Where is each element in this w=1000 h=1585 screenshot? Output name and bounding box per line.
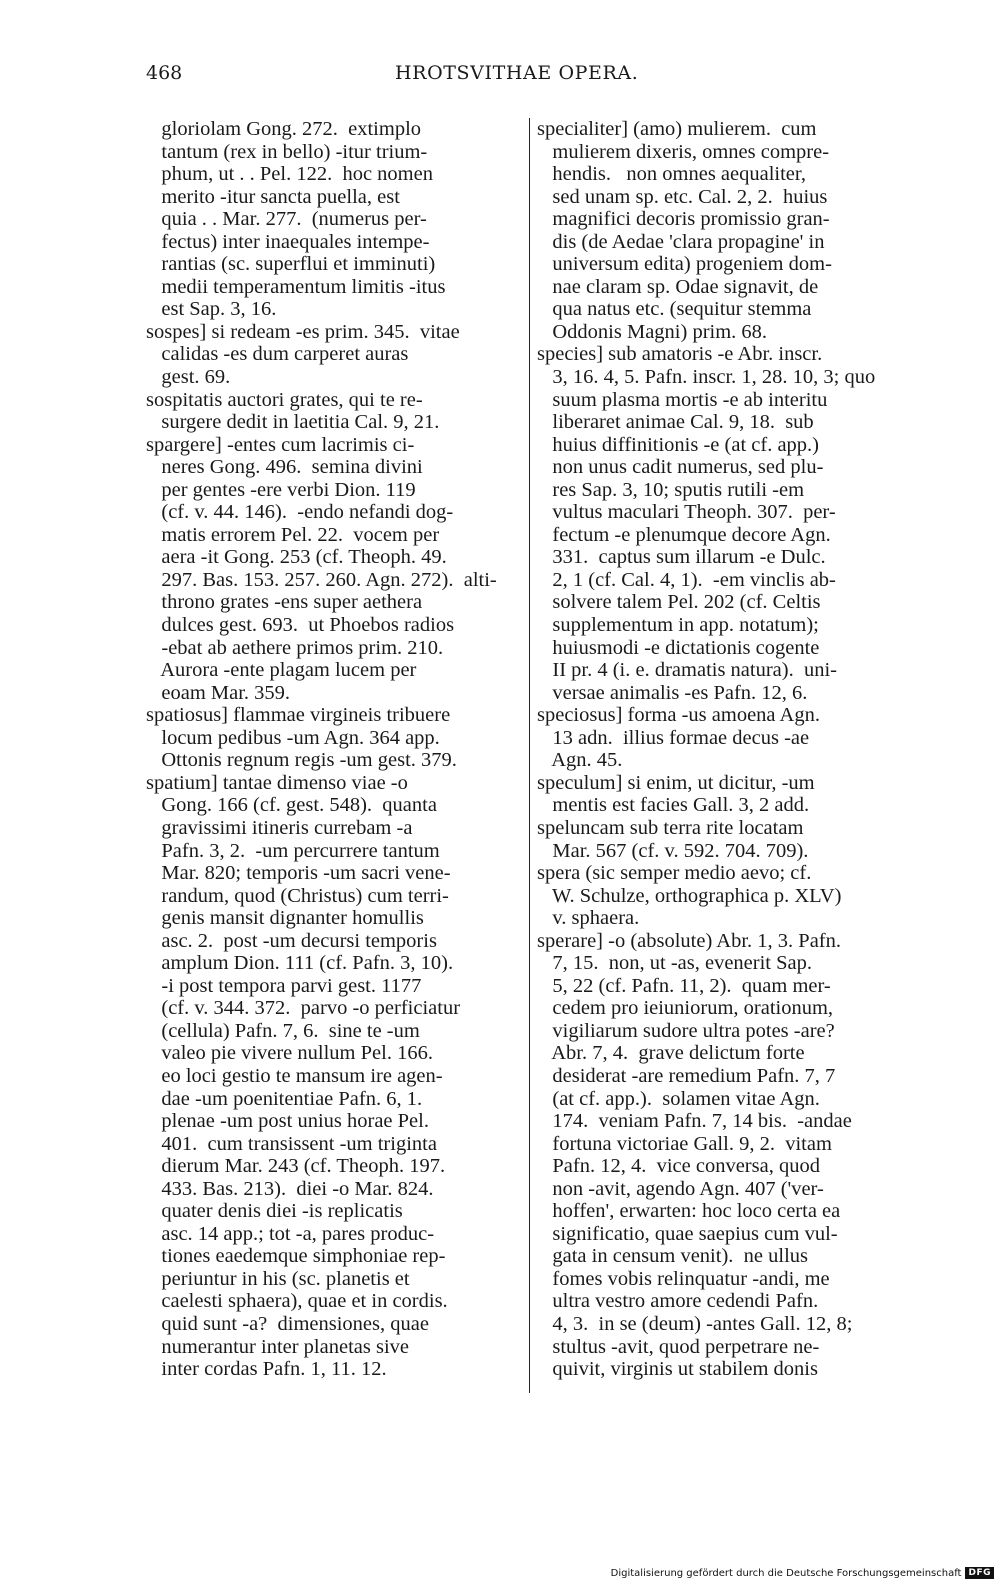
text-line: speculum] si enim, ut dicitur, -um bbox=[537, 771, 815, 794]
right-column bbox=[537, 118, 919, 1381]
text-line: -i post tempora parvi gest. 1177 bbox=[146, 974, 422, 997]
text-line: Pafn. 12, 4. vice conversa, quod bbox=[537, 1155, 820, 1178]
text-line: tantum (rex in bello) -itur trium- bbox=[146, 140, 428, 163]
text-line: surgere dedit in laetitia Cal. 9, 21. bbox=[146, 411, 440, 434]
text-line: versae animalis -es Pafn. 12, 6. bbox=[537, 681, 808, 704]
text-line: per gentes -ere verbi Dion. 119 bbox=[146, 478, 416, 501]
text-line: sospes] si redeam -es prim. 345. vitae bbox=[146, 320, 460, 343]
text-line: plenae -um post unius horae Pel. bbox=[146, 1110, 429, 1133]
text-line: (cf. v. 344. 372. parvo -o perficiatur bbox=[146, 997, 461, 1020]
text-line: quid sunt -a? dimensiones, quae bbox=[146, 1312, 429, 1335]
text-line: dis (de Aedae 'clara propagine' in bbox=[537, 230, 825, 253]
text-line: specialiter] (amo) mulierem. cum bbox=[537, 118, 817, 140]
text-line: fomes vobis relinquatur -andi, me bbox=[537, 1267, 830, 1290]
text-line: supplementum in app. notatum); bbox=[537, 614, 819, 637]
text-line: speciosus] forma -us amoena Agn. bbox=[537, 704, 820, 727]
text-line: cedem pro ieiuniorum, orationum, bbox=[537, 997, 834, 1020]
text-line: Agn. 45. bbox=[537, 749, 623, 772]
text-line: (cellula) Pafn. 7, 6. sine te -um bbox=[146, 1019, 420, 1042]
text-line: solvere talem Pel. 202 (cf. Celtis bbox=[537, 591, 821, 614]
text-line: neres Gong. 496. semina divini bbox=[146, 456, 423, 479]
text-line: locum pedibus -um Agn. 364 app. bbox=[146, 726, 440, 749]
text-line: non unus cadit numerus, sed plu- bbox=[537, 456, 824, 479]
text-line: tiones eaedemque simphoniae rep- bbox=[146, 1245, 446, 1268]
text-line: (cf. v. 44. 146). -endo nefandi dog- bbox=[146, 501, 454, 524]
text-line: throno grates -ens super aethera bbox=[146, 591, 423, 614]
text-line: valeo pie vivere nullum Pel. 166. bbox=[146, 1042, 433, 1065]
text-line: Mar. 567 (cf. v. 592. 704. 709). bbox=[537, 839, 809, 862]
text-line: mulierem dixeris, omnes compre- bbox=[537, 140, 830, 163]
text-line: huius diffinitionis -e (at cf. app.) bbox=[537, 433, 820, 456]
text-line: 2, 1 (cf. Cal. 4, 1). -em vinclis ab- bbox=[537, 568, 836, 591]
text-line: Mar. 820; temporis -um sacri vene- bbox=[146, 862, 451, 885]
text-line: est Sap. 3, 16. bbox=[146, 298, 277, 321]
text-line: amplum Dion. 111 (cf. Pafn. 3, 10). bbox=[146, 952, 454, 975]
text-line: quater denis diei -is replicatis bbox=[146, 1200, 403, 1223]
text-line: II pr. 4 (i. e. dramatis natura). uni- bbox=[537, 659, 838, 682]
text-line: sospitatis auctori grates, qui te re- bbox=[146, 388, 423, 411]
text-line: ultra vestro amore cedendi Pafn. bbox=[537, 1290, 819, 1313]
text-line: medii temperamentum limitis -itus bbox=[146, 275, 446, 298]
text-line: asc. 2. post -um decursi temporis bbox=[146, 929, 437, 952]
text-line: W. Schulze, orthographica p. XLV) bbox=[537, 884, 842, 907]
text-line: Gong. 166 (cf. gest. 548). quanta bbox=[146, 794, 437, 817]
text-line: significatio, quae saepius cum vul- bbox=[537, 1222, 838, 1245]
text-line: spargere] -entes cum lacrimis ci- bbox=[146, 433, 415, 456]
text-line: inter cordas Pafn. 1, 11. 12. bbox=[146, 1358, 387, 1381]
text-line: gravissimi itineris currebam -a bbox=[146, 816, 413, 839]
text-line: matis errorem Pel. 22. vocem per bbox=[146, 523, 440, 546]
text-line: dulces gest. 693. ut Phoebos radios bbox=[146, 614, 455, 637]
text-line: hoffen', erwarten: hoc loco certa ea bbox=[537, 1200, 841, 1223]
text-line: v. sphaera. bbox=[537, 907, 640, 930]
text-line: quivit, virginis ut stabilem donis bbox=[537, 1358, 818, 1381]
text-line: 7, 15. non, ut -as, evenerit Sap. bbox=[537, 952, 812, 975]
text-line: numerantur inter planetas sive bbox=[146, 1335, 409, 1358]
text-line: fectus) inter inaequales intempe- bbox=[146, 230, 430, 253]
text-line: hendis. non omnes aequaliter, bbox=[537, 163, 807, 186]
text-line: eoam Mar. 359. bbox=[146, 681, 291, 704]
text-line: mentis est facies Gall. 3, 2 add. bbox=[537, 794, 810, 817]
text-line: gest. 69. bbox=[146, 366, 231, 389]
text-line: species] sub amatoris -e Abr. inscr. bbox=[537, 343, 823, 366]
text-line: spera (sic semper medio aevo; cf. bbox=[537, 862, 812, 885]
text-line: nae claram sp. Odae signavit, de bbox=[537, 275, 819, 298]
text-line: rantias (sc. superflui et imminuti) bbox=[146, 253, 436, 276]
text-line: fectum -e plenumque decore Agn. bbox=[537, 523, 831, 546]
text-line: Aurora -ente plagam lucem per bbox=[146, 659, 417, 682]
text-line: 433. Bas. 213). diei -o Mar. 824. bbox=[146, 1177, 434, 1200]
text-line: stultus -avit, quod perpetrare ne- bbox=[537, 1335, 820, 1358]
text-line: gloriolam Gong. 272. extimplo bbox=[146, 118, 422, 140]
text-line: 4, 3. in se (deum) -antes Gall. 12, 8; bbox=[537, 1312, 853, 1335]
text-line: eo loci gestio te mansum ire agen- bbox=[146, 1064, 443, 1087]
text-line: magnifici decoris promissio gran- bbox=[537, 208, 830, 231]
text-line: asc. 14 app.; tot -a, pares produc- bbox=[146, 1222, 435, 1245]
text-line: sperare] -o (absolute) Abr. 1, 3. Pafn. bbox=[537, 929, 841, 952]
text-line: 3, 16. 4, 5. Pafn. inscr. 1, 28. 10, 3; quo bbox=[537, 366, 876, 389]
text-line: 297. Bas. 153. 257. 260. Agn. 272). alti- bbox=[146, 568, 497, 591]
text-line: 13 adn. illius formae decus -ae bbox=[537, 726, 810, 749]
text-line: qua natus etc. (sequitur stemma bbox=[537, 298, 812, 321]
text-line: Ottonis regnum regis -um gest. 379. bbox=[146, 749, 457, 772]
text-line: 5, 22 (cf. Pafn. 11, 2). quam mer- bbox=[537, 974, 831, 997]
running-title: HROTSVITHAE OPERA. bbox=[395, 62, 639, 84]
text-line: huiusmodi -e dictationis cogente bbox=[537, 636, 820, 659]
text-line: suum plasma mortis -e ab interitu bbox=[537, 388, 828, 411]
text-line: fortuna victoriae Gall. 9, 2. vitam bbox=[537, 1132, 832, 1155]
text-line: spatium] tantae dimenso viae -o bbox=[146, 771, 408, 794]
text-line: (at cf. app.). solamen vitae Agn. bbox=[537, 1087, 820, 1110]
text-line: universum edita) progeniem dom- bbox=[537, 253, 832, 276]
left-column bbox=[146, 118, 528, 1381]
page-number: 468 bbox=[146, 62, 183, 84]
digitization-credit: Digitalisierung gefördert durch die Deutsche Forschungsgemeinschaft bbox=[610, 1567, 962, 1579]
footer bbox=[611, 1567, 994, 1579]
text-line: periuntur in his (sc. planetis et bbox=[146, 1267, 410, 1290]
text-line: Abr. 7, 4. grave delictum forte bbox=[537, 1042, 805, 1065]
text-line: speluncam sub terra rite locatam bbox=[537, 816, 804, 839]
text-line: genis mansit dignanter homullis bbox=[146, 907, 424, 930]
text-line: phum, ut . . Pel. 122. hoc nomen bbox=[146, 163, 433, 186]
text-line: randum, quod (Christus) cum terri- bbox=[146, 884, 449, 907]
text-line: gata in censum venit). ne ullus bbox=[537, 1245, 808, 1268]
text-line: spatiosus] flammae virgineis tribuere bbox=[146, 704, 451, 727]
text-line: Pafn. 3, 2. -um percurrere tantum bbox=[146, 839, 440, 862]
text-line: quia . . Mar. 277. (numerus per- bbox=[146, 208, 427, 231]
text-line: non -avit, agendo Agn. 407 ('ver- bbox=[537, 1177, 824, 1200]
text-line: caelesti sphaera), quae et in cordis. bbox=[146, 1290, 448, 1313]
text-line: res Sap. 3, 10; sputis rutili -em bbox=[537, 478, 805, 501]
text-line: merito -itur sancta puella, est bbox=[146, 185, 400, 208]
text-line: vigiliarum sudore ultra potes -are? bbox=[537, 1019, 835, 1042]
text-line: liberaret animae Cal. 9, 18. sub bbox=[537, 411, 814, 434]
text-line: -ebat ab aethere primos prim. 210. bbox=[146, 636, 444, 659]
text-line: dae -um poenitentiae Pafn. 6, 1. bbox=[146, 1087, 423, 1110]
text-line: aera -it Gong. 253 (cf. Theoph. 49. bbox=[146, 546, 447, 569]
text-line: sed unam sp. etc. Cal. 2, 2. huius bbox=[537, 185, 828, 208]
text-line: vultus maculari Theoph. 307. per- bbox=[537, 501, 836, 524]
text-line: 331. captus sum illarum -e Dulc. bbox=[537, 546, 826, 569]
text-line: desiderat -are remedium Pafn. 7, 7 bbox=[537, 1064, 836, 1087]
text-line: 174. veniam Pafn. 7, 14 bis. -andae bbox=[537, 1110, 852, 1133]
text-line: calidas -es dum carperet auras bbox=[146, 343, 409, 366]
dfg-logo: DFG bbox=[965, 1567, 994, 1579]
text-line: dierum Mar. 243 (cf. Theoph. 197. bbox=[146, 1155, 446, 1178]
column-divider bbox=[529, 118, 530, 1393]
text-line: Oddonis Magni) prim. 68. bbox=[537, 320, 768, 343]
text-line: 401. cum transissent -um triginta bbox=[146, 1132, 437, 1155]
